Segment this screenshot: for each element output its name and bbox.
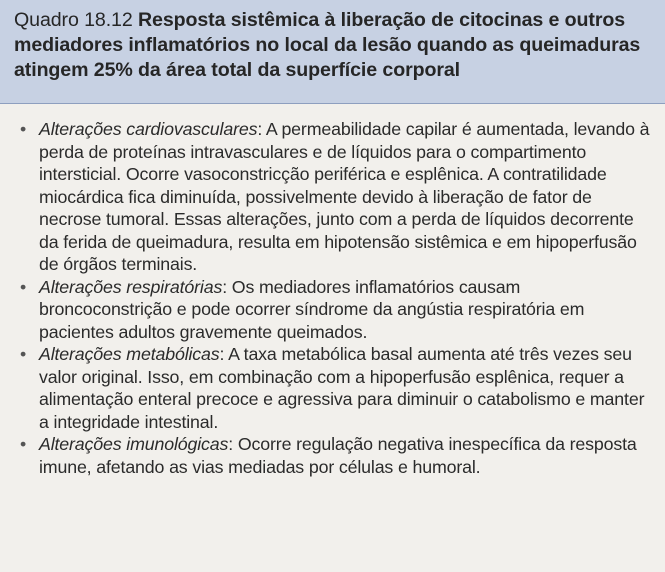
item-lead: Alterações cardiovasculares xyxy=(39,119,258,139)
bullet-icon: • xyxy=(20,119,27,139)
item-text: : Ocorre regulação negativa inespecífica da resposta imune, afetando as vias mediadas por células e humoral. xyxy=(39,434,637,477)
list-item xyxy=(18,343,653,433)
item-text: : Os mediadores inflamatórios causam broncoconstrição e pode ocorrer síndrome da angústia respiratória em pacientes adultos gravemente queimados. xyxy=(39,276,585,342)
box-heading: Resposta sistêmica à liberação de citocinas e outros mediadores inflamatórios no local da lesão quando as queimaduras atingem 25% da área total da superfície corporal xyxy=(14,9,641,81)
item-text: : A permeabilidade capilar é aumentada, levando à perda de proteínas intravasculares e de líquidos para o compartimento intersticial. Ocorre vasoconstricção periférica e esplênica. A contratilidade miocárdica fica diminuída, possivelmente devido à liberação de fator de necrose tumoral. Essas alterações, junto com a perda de líquidos decorrente da ferida de queimadura, resulta em hipotensão sistêmica e em hipoperfusão de órgãos terminais. xyxy=(39,119,650,274)
item-lead: Alterações respiratórias xyxy=(39,276,223,297)
box-header xyxy=(0,0,665,104)
box-label: Quadro 18.12 xyxy=(14,9,133,31)
bullet-icon: • xyxy=(20,276,27,297)
item-text: : A taxa metabólica basal aumenta até três vezes seu valor original. Isso, em combinação com a hipoperfusão esplênica, requer a alimentação enteral precoce e agressiva para diminuir o catabolismo e manter a integridade intestinal. xyxy=(39,344,645,432)
item-lead: Alterações metabólicas xyxy=(39,344,220,364)
bullet-icon: • xyxy=(20,434,27,454)
box-content xyxy=(0,104,665,478)
list-item xyxy=(18,433,653,478)
box-title xyxy=(14,8,655,83)
item-list xyxy=(18,118,653,478)
list-item xyxy=(18,118,653,276)
bullet-icon: • xyxy=(20,344,27,364)
list-item xyxy=(18,276,653,344)
item-lead: Alterações imunológicas xyxy=(39,434,229,454)
